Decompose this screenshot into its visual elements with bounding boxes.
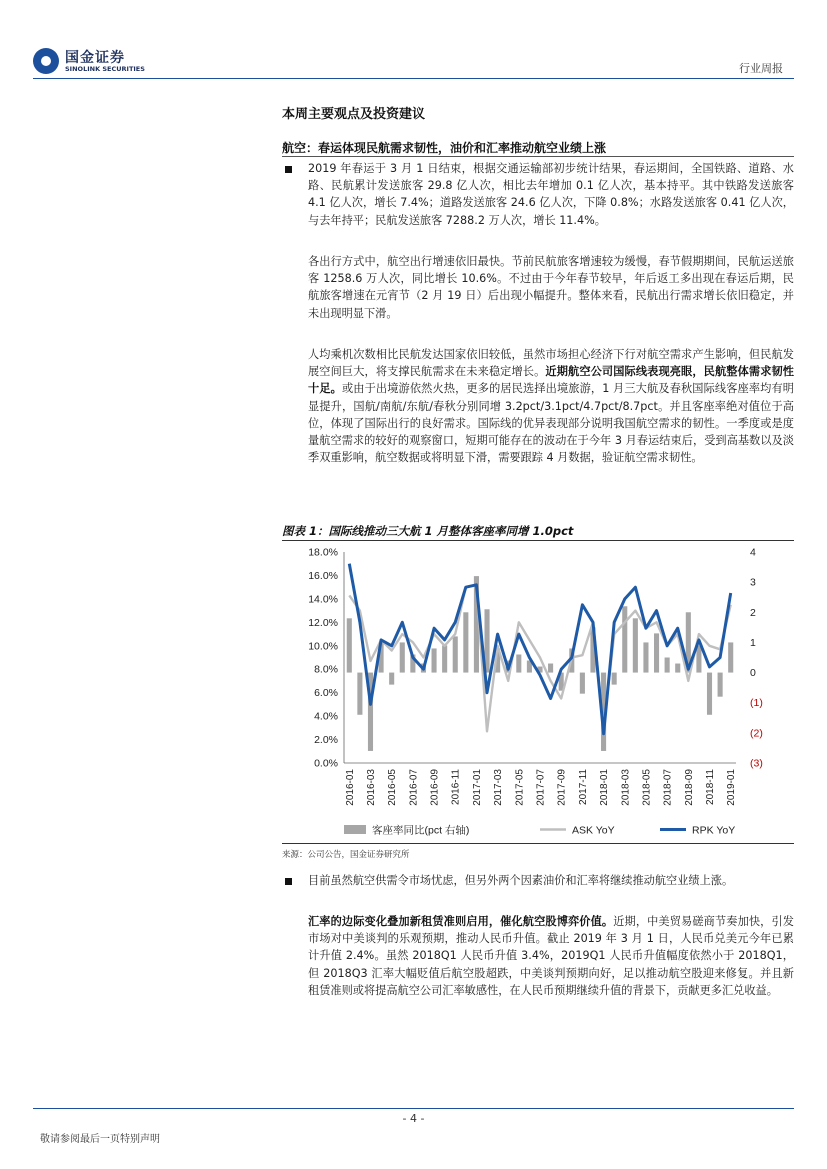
page-header [0,0,827,80]
figure-top-rule [282,540,794,541]
document-type: 行业周报 [739,62,783,75]
x-tick-label: 2017-07 [535,769,547,806]
y-right-tick-label: (3) [750,757,763,770]
load-factor-bar [357,673,362,715]
y-left-tick-label: 8.0% [314,663,338,676]
paragraph-spring-festival: 2019 年春运于 3 月 1 日结束，根据交通运输部初步统计结果，春运期间，全国铁路、道路、水路、民航累计发送旅客 29.8 亿人次，相比去年增加 0.1 亿人次，基本持平。其中铁路发送旅客 4.1 亿人次，增长 7.4%；道路发送旅客 24.6 亿人次，下降 0.8%；水路发送旅客 0.41 亿人次，与去年持平；民航发送旅客 7288.2 万人次，增长 11.4%。 [308,162,794,227]
figure-source: 来源：公司公告，国金证券研究所 [282,850,410,860]
y-left-tick-label: 12.0% [308,616,338,629]
header-divider [33,78,794,79]
legend-swatch-bar [344,825,366,834]
x-tick-label: 2017-01 [471,769,483,806]
paragraph-highlight: 近期航空公司国际线表现亮眼，民航整体需求韧性十足。 [308,365,794,396]
paragraph-text: 或由于出境游依然火热，更多的居民选择出境旅游，1 月三大航及春秋国际线客座率均有明显提升，国航/南航/东航/春秋分别同增 3.2pct/3.1pct/4.7pct/8.7pct。并且客座率绝对值位于高位，体现了国际出行的良好需求。国际线的优异表现部分说明我国航空需求的韧性。一季度或是度量航空需求的较好的观察窗口，短期可能存在的波动在于今年 3 月春运结束后，受到高基数以及淡季双重影响，航空数据或将明显下滑，需要跟踪 4 月数据，验证航空需求韧性。 [308,382,794,465]
load-factor-bar [463,612,468,672]
legend-label: RPK YoY [692,824,736,837]
y-left-tick-label: 6.0% [314,687,338,700]
x-tick-label: 2016-01 [344,769,356,806]
y-left-tick-label: 4.0% [314,710,338,723]
section-title: 本周主要观点及投资建议 [282,107,426,122]
paragraph-fx-leasing [308,913,794,999]
x-tick-label: 2018-09 [683,769,695,806]
x-tick-label: 2018-01 [599,769,611,806]
load-factor-bar [442,645,447,672]
paragraph-text: 人均乘机次数相比民航发达国家依旧较低，虽然市场担心经济下行对航空需求产生影响，但民航发展空间巨大，将支撑民航需求在未来稳定增长。 [308,348,794,379]
x-tick-label: 2017-11 [577,769,589,805]
figure-title: 图表 1：国际线推动三大航 1 月整体客座率同增 1.0pct [282,524,574,538]
bullet-square-icon [285,878,292,885]
y-left-tick-label: 18.0% [308,546,338,559]
load-factor-bar [347,618,352,672]
y-right-tick-label: (1) [750,697,763,710]
load-factor-bar [432,648,437,672]
figure-bottom-rule [282,843,794,844]
load-factor-bar [453,636,458,672]
x-tick-label: 2017-03 [493,769,505,806]
company-logo [33,46,163,76]
y-right-tick-label: 2 [750,606,756,619]
y-right-tick-label: 1 [750,636,756,649]
load-factor-bar [548,664,553,673]
ask-yoy-line [349,585,730,732]
load-factor-bar [400,642,405,672]
x-tick-label: 2016-07 [408,769,420,806]
subsection-title: 航空：春运体现民航需求韧性，油价和汇率推动航空业绩上涨 [282,141,607,155]
x-tick-label: 2018-03 [620,769,632,806]
paragraph-air-travel-growth: 各出行方式中，航空出行增速依旧最快。节前民航旅客增速较为缓慢，春节假期期间，民航运送旅客 1258.6 万人次，同比增长 10.6%。不过由于今年春节较早，年后返工多出现在春运后期，民航旅客增速在元宵节（2 月 19 日）后出现小幅提升。整体来看，民航出行需求增长依旧稳定，并未出现明显下滑。 [308,255,794,320]
x-tick-label: 2017-05 [514,769,526,806]
load-factor-bar [580,673,585,694]
y-left-tick-label: 0.0% [314,757,338,770]
load-factor-bar [718,673,723,697]
legend-label: 客座率同比(pct 右轴) [372,824,470,837]
x-tick-label: 2017-09 [556,769,568,806]
x-tick-label: 2016-11 [450,769,462,805]
footer-disclaimer: 敬请参阅最后一页特别声明 [40,1134,160,1145]
x-tick-label: 2016-03 [365,769,377,806]
bullet-square-icon [285,166,292,173]
y-left-tick-label: 10.0% [308,640,338,653]
rpk-yoy-line [349,564,730,734]
x-tick-label: 2016-09 [429,769,441,806]
y-left-tick-label: 16.0% [308,569,338,582]
load-factor-chart [282,542,794,842]
legend-label: ASK YoY [572,824,615,837]
load-factor-bar [389,673,394,685]
load-factor-bar [675,664,680,673]
load-factor-bar [665,658,670,673]
load-factor-bar [696,645,701,672]
y-left-tick-label: 2.0% [314,734,338,747]
subsection-divider [282,156,794,157]
load-factor-bar [728,642,733,672]
paragraph-text: 近期，中美贸易磋商节奏加快，引发市场对中美谈判的乐观预期，推动人民币升值。截止 2019 年 3 月 1 日，人民币兑美元今年已累计升值 2.4%。虽然 2018Q1 人民币升值 3.4%，2019Q1 人民币升值幅度依然小于 2018Q1，但 2018Q3 汇率大幅贬值后航空股超跌，中美谈判预期向好，足以推动航空股迎来修复。并且新租赁准则或将提高航空公司汇率敏感性，在人民币预期继续升值的背景下，贡献更多汇兑收益。 [308,915,794,997]
paragraph-oil-fx: 目前虽然航空供需令市场忧虑，但另外两个因素油价和汇率将继续推动航空业绩上涨。 [308,874,734,887]
x-tick-label: 2016-05 [387,769,399,806]
x-tick-label: 2018-11 [705,769,717,805]
load-factor-bar [633,618,638,672]
load-factor-bar [707,673,712,715]
y-left-tick-label: 14.0% [308,593,338,606]
y-right-tick-label: 3 [750,576,756,589]
load-factor-bar [654,633,659,672]
footer-divider [33,1108,794,1109]
load-factor-bar [516,654,521,672]
x-tick-label: 2019-01 [726,769,738,806]
y-right-tick-label: 4 [750,546,756,559]
x-tick-label: 2018-07 [662,769,674,806]
load-factor-bar [622,606,627,672]
logo-english-name: SINOLINK SECURITIES [65,65,145,73]
y-right-tick-label: 0 [750,667,756,680]
logo-chinese-name: 国金证券 [65,50,125,66]
x-tick-label: 2018-05 [641,769,653,806]
load-factor-bar [612,673,617,685]
paragraph-international-routes [308,346,794,466]
logo-mark-icon [33,48,59,74]
paragraph-highlight: 汇率的边际变化叠加新租赁准则启用，催化航空股博弈价值。 [308,915,614,928]
load-factor-bar [643,642,648,672]
y-right-tick-label: (2) [750,727,763,740]
page-number: - 4 - [402,1112,425,1125]
